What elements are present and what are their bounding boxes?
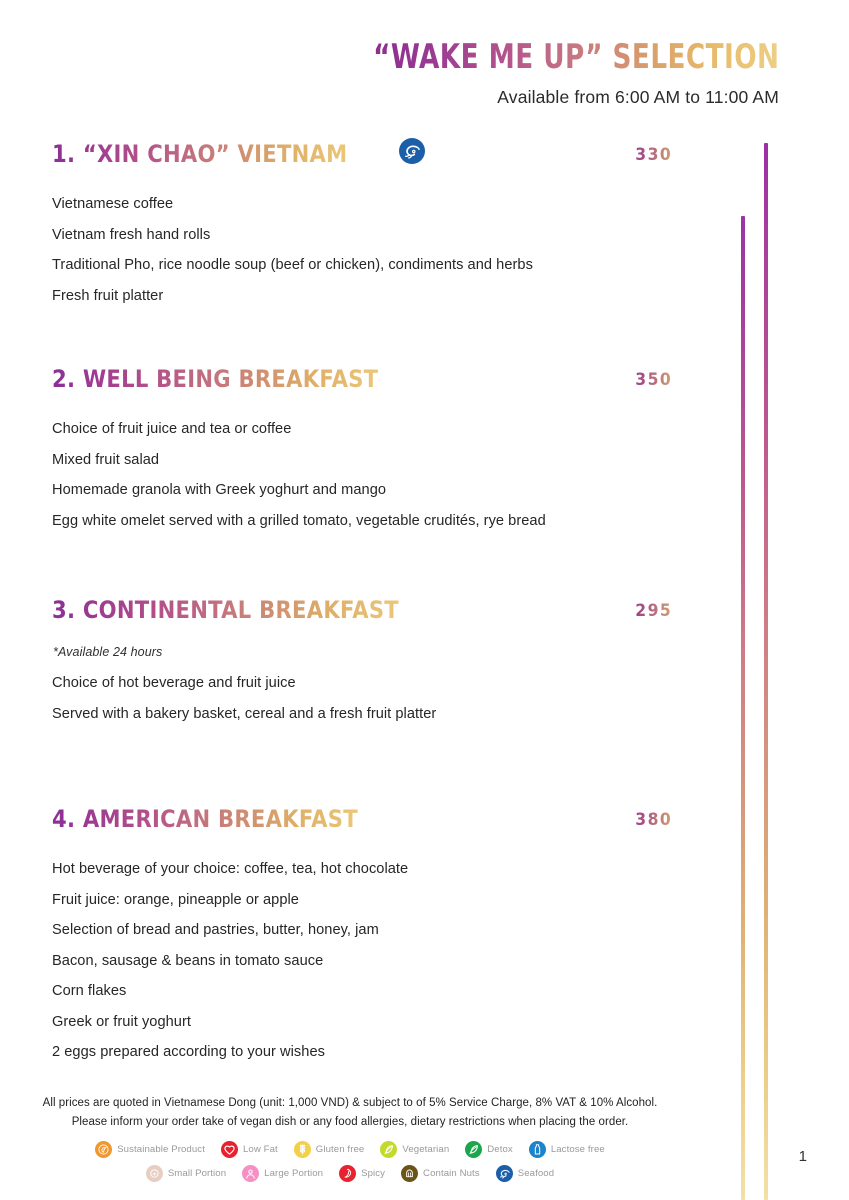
- vegetarian-icon: [380, 1141, 397, 1158]
- menu-item: Choice of hot beverage and fruit juice: [52, 675, 296, 691]
- section-price: 295: [634, 601, 672, 621]
- lactose-free-icon: [529, 1141, 546, 1158]
- menu-item: Fresh fruit platter: [52, 287, 164, 304]
- seafood-icon: [496, 1165, 513, 1182]
- legend-label: Contain Nuts: [423, 1167, 480, 1179]
- section-header: [52, 365, 672, 405]
- decorative-vertical-line-right: [764, 143, 768, 1200]
- legend-item: [221, 1141, 278, 1158]
- menu-item: Served with a bakery basket, cereal and a fresh fruit platter: [52, 705, 437, 722]
- footer-note-line-1: All prices are quoted in Vietnamese Dong (unit: 1,000 VND) & subject to of 5% Service Charge, 8% VAT & 10% Alcohol.: [42, 1097, 658, 1109]
- menu-item: Greek or fruit yoghurt: [52, 1013, 191, 1030]
- menu-section: [52, 365, 672, 530]
- legend-label: Seafood: [517, 1167, 555, 1179]
- legend-label: Detox: [487, 1143, 513, 1155]
- legend-label: Small Portion: [167, 1167, 227, 1179]
- menu-item: Bacon, sausage & beans in tomato sauce: [52, 952, 324, 969]
- section-header: [52, 596, 672, 636]
- section-item-list: [52, 421, 672, 530]
- section-title: 2. WELL BEING BREAKFAST: [52, 365, 379, 393]
- dietary-legend: [0, 1141, 700, 1182]
- menu-footer: [0, 1094, 700, 1189]
- small-portion-icon: [146, 1165, 163, 1182]
- legend-item: [380, 1141, 449, 1158]
- spicy-icon: [339, 1165, 356, 1182]
- gluten-free-icon: [294, 1141, 311, 1158]
- legend-item: [496, 1165, 554, 1182]
- section-item-list: [52, 861, 672, 1062]
- menu-section: [52, 596, 672, 723]
- legend-label: Low Fat: [242, 1143, 278, 1155]
- legend-row-second: [0, 1165, 700, 1182]
- legend-item: [95, 1141, 205, 1158]
- page-number: 1: [798, 1148, 807, 1165]
- menu-item: Selection of bread and pastries, butter, honey, jam: [52, 922, 379, 938]
- legend-item: [339, 1165, 385, 1182]
- legend-item: [242, 1165, 323, 1182]
- menu-item: Egg white omelet served with a grilled tomato, vegetable crudités, rye bread: [52, 512, 546, 529]
- section-title: 3. CONTINENTAL BREAKFAST: [52, 596, 399, 624]
- section-badge: [399, 138, 425, 164]
- legend-item: [465, 1141, 513, 1158]
- section-item-list: [52, 196, 672, 305]
- legend-item: [529, 1141, 605, 1158]
- footer-note-line-2: Please inform your order take of vegan dish or any food allergies, dietary restrictions when placing the order.: [71, 1115, 629, 1128]
- sustainable-product-icon: [95, 1141, 112, 1158]
- menu-section: [52, 140, 672, 305]
- menu-item: Choice of fruit juice and tea or coffee: [52, 421, 292, 437]
- menu-item: 2 eggs prepared according to your wishes: [52, 1044, 325, 1060]
- decorative-vertical-line-left: [741, 216, 745, 1200]
- detox-icon: [465, 1141, 482, 1158]
- menu-item: Homemade granola with Greek yoghurt and mango: [52, 482, 387, 498]
- menu-sections: [52, 140, 672, 1075]
- section-price: 330: [634, 145, 672, 165]
- legend-item: [401, 1165, 480, 1182]
- legend-label: Gluten free: [315, 1143, 365, 1155]
- legend-label: Sustainable Product: [117, 1143, 205, 1155]
- section-header: [52, 140, 672, 180]
- legend-row-first: [0, 1141, 700, 1158]
- section-price: 380: [634, 810, 672, 830]
- section-title: 4. AMERICAN BREAKFAST: [52, 805, 358, 833]
- legend-label: Spicy: [361, 1167, 386, 1179]
- menu-item: Traditional Pho, rice noodle soup (beef or chicken), condiments and herbs: [52, 257, 533, 273]
- legend-item: [294, 1141, 365, 1158]
- menu-item: Corn flakes: [52, 983, 127, 999]
- menu-item: Fruit juice: orange, pineapple or apple: [52, 891, 299, 908]
- section-note: *Available 24 hours: [53, 645, 163, 659]
- section-price: 350: [634, 370, 672, 390]
- menu-item: Vietnam fresh hand rolls: [52, 226, 211, 243]
- contain-nuts-icon: [401, 1165, 418, 1182]
- seafood-icon: [399, 138, 425, 164]
- menu-header: [307, 37, 779, 108]
- large-portion-icon: [242, 1165, 259, 1182]
- section-title: 1. “XIN CHAO” VIETNAM: [52, 140, 348, 168]
- legend-item: [146, 1165, 226, 1182]
- legend-label: Vegetarian: [402, 1143, 450, 1155]
- legend-label: Lactose free: [550, 1143, 605, 1155]
- menu-item: Hot beverage of your choice: coffee, tea, hot chocolate: [52, 861, 409, 877]
- section-header: [52, 805, 672, 845]
- legend-label: Large Portion: [264, 1167, 324, 1179]
- section-item-list: [52, 675, 672, 723]
- menu-item: Vietnamese coffee: [52, 196, 174, 212]
- low-fat-icon: [221, 1141, 238, 1158]
- page-title: “WAKE ME UP” SELECTION: [372, 37, 779, 77]
- menu-section: [52, 805, 672, 1062]
- availability-subtitle: Available from 6:00 AM to 11:00 AM: [497, 86, 779, 107]
- menu-item: Mixed fruit salad: [52, 451, 160, 468]
